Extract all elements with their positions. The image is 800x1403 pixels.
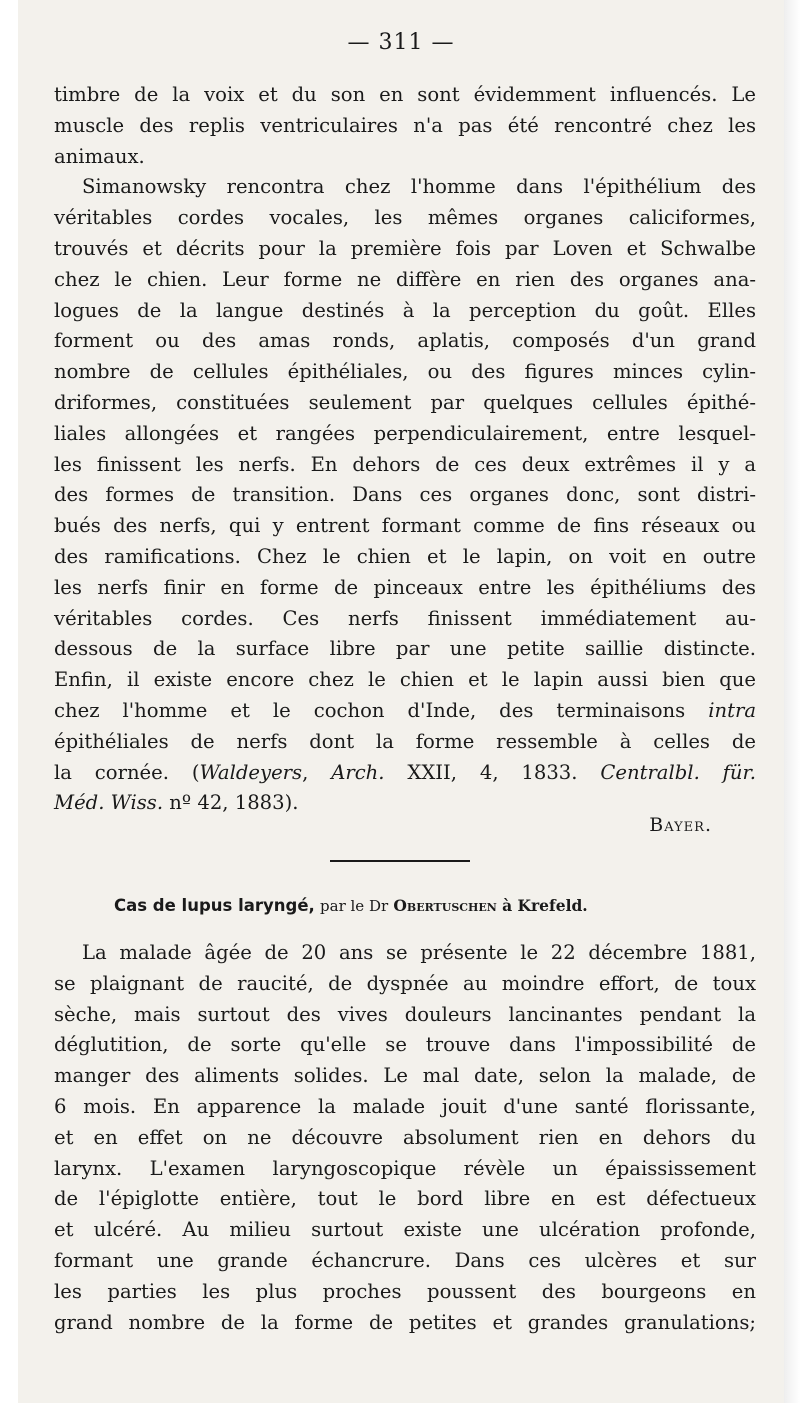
text-line: forment ou des amas ronds, aplatis, composés d'un grand — [54, 329, 756, 353]
text-line: et ulcéré. Au milieu surtout existe une ulcération profonde, — [54, 1218, 756, 1242]
text-line: chez le chien. Leur forme ne diffère en rien des organes ana- — [54, 267, 756, 291]
text-line: se plaignant de raucité, de dyspnée au moindre effort, de toux — [54, 971, 756, 995]
text-line: muscle des replis ventriculaires n'a pas été rencontré chez les — [54, 113, 756, 137]
citation-journal: Centralbl. für. — [600, 760, 756, 784]
text-line: bués des nerfs, qui y entrent formant comme de fins réseaux ou — [54, 514, 756, 538]
text-line: animaux. — [54, 144, 145, 168]
text-line — [54, 696, 756, 727]
citation-line — [54, 758, 756, 789]
text-line: liales allongées et rangées perpendiculairement, entre lesquel- — [54, 421, 756, 445]
text-line: Enfin, il existe encore chez le chien et le lapin aussi bien que — [54, 668, 756, 692]
text-line: manger des aliments solides. Le mal date, selon la malade, de — [54, 1064, 756, 1088]
citation-volume: XXII, 4, 1833. — [407, 760, 578, 784]
citation-journal: Méd. Wiss. — [54, 791, 164, 815]
book-page — [18, 0, 784, 1403]
page-number: — 311 — — [347, 30, 455, 55]
section-place: à Krefeld. — [502, 896, 588, 915]
text-line: véritables cordes. Ces nerfs finissent immédiatement au- — [54, 606, 756, 630]
section-divider — [330, 860, 470, 862]
text-line: sèche, mais surtout des vives douleurs lancinantes pendant la — [54, 1002, 756, 1026]
citation-journal: Arch. — [331, 760, 385, 784]
text-segment: chez l'homme et le cochon d'Inde, des terminaisons — [54, 698, 686, 722]
text-line: timbre de la voix et du son en sont évidemment influencés. Le — [54, 83, 756, 106]
citation-author: Waldeyers — [199, 760, 303, 784]
text-line: les nerfs finir en forme de pinceaux entre les épithéliums des — [54, 575, 756, 599]
text-line: driformes, constituées seulement par quelques cellules épithé- — [54, 390, 756, 414]
section-heading — [114, 896, 588, 915]
text-line: larynx. L'examen laryngoscopique révèle un épaississement — [54, 1156, 756, 1180]
text-line: les finissent les nerfs. En dehors de ces deux extrêmes il y a — [54, 452, 756, 476]
text-line: nombre de cellules épithéliales, ou des figures minces cylin- — [54, 360, 756, 384]
text-line: 6 mois. En apparence la malade jouit d'une santé florissante, — [54, 1094, 756, 1118]
text-line: grand nombre de la forme de petites et grandes granulations; — [54, 1310, 756, 1334]
case-report-body — [54, 938, 756, 1338]
text-line: logues de la langue destinés à la perception du goût. Elles — [54, 298, 756, 322]
page-edge — [784, 0, 800, 1403]
text-line: des formes de transition. Dans ces organes donc, sont distri- — [54, 483, 756, 507]
text-line: Simanowsky rencontra chez l'homme dans l'épithélium des — [82, 175, 756, 199]
citation-number: nº 42, 1883). — [169, 791, 299, 815]
author-signature: Bayer. — [649, 814, 712, 836]
italic-term: intra — [708, 698, 756, 722]
text-line: de l'épiglotte entière, tout le bord libre en est défectueux — [54, 1187, 756, 1211]
text-line: et en effet on ne découvre absolument rien en dehors du — [54, 1125, 756, 1149]
section-title: Cas de lupus laryngé, — [114, 896, 315, 915]
text-line: formant une grande échancrure. Dans ces ulcères et sur — [54, 1248, 756, 1272]
text-line: des ramifications. Chez le chien et le lapin, on voit en outre — [54, 544, 756, 568]
section-byline: par le Dr — [320, 897, 389, 915]
article-body — [54, 80, 756, 819]
text-line: La malade âgée de 20 ans se présente le 22 décembre 1881, — [82, 941, 756, 964]
text-line: déglutition, de sorte qu'elle se trouve dans l'impossibilité de — [54, 1033, 756, 1057]
text-segment: , — [302, 760, 309, 784]
text-line: trouvés et décrits pour la première fois par Loven et Schwalbe — [54, 236, 756, 260]
text-line: dessous de la surface libre par une petite saillie distincte. — [54, 637, 756, 661]
section-author: Obertuschen — [393, 896, 497, 915]
text-line: véritables cordes vocales, les mêmes organes caliciformes, — [54, 206, 756, 230]
text-line: les parties les plus proches poussent des bourgeons en — [54, 1279, 756, 1303]
text-line: épithéliales de nerfs dont la forme ressemble à celles de — [54, 729, 756, 753]
text-segment: la cornée. ( — [54, 760, 200, 784]
